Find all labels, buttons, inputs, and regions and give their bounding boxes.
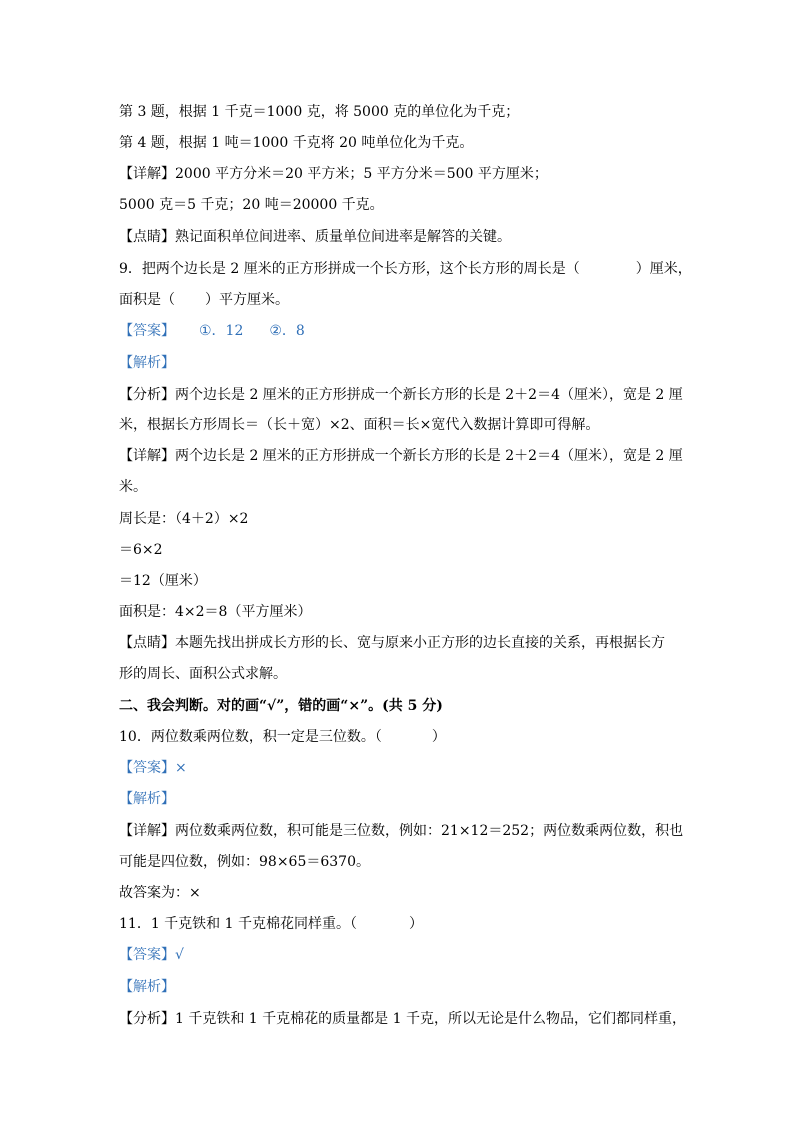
text-line: 第 4 题，根据 1 吨＝1000 千克将 20 吨单位化为千克。 — [119, 135, 474, 151]
calc-line: 周长是：（4＋2）×2 — [119, 511, 249, 527]
question-11 — [119, 915, 423, 933]
analysis-line: 【分析】1 千克铁和 1 千克棉花的质量都是 1 千克，所以无论是什么物品，它们都同样重， — [119, 1011, 686, 1027]
question-11-answer — [119, 946, 184, 964]
conclusion-line: 故答案为：× — [119, 885, 201, 901]
detail-line: 【详解】两个边长是 2 厘米的正方形拼成一个新长方形的长是 2＋2＝4（厘米），宽是 2 厘 — [119, 448, 683, 464]
answer-value-2: ②．8 — [269, 323, 305, 339]
calc-line: 面积是：4×2＝8（平方厘米） — [119, 604, 312, 620]
analysis-label: 【解析】 — [119, 355, 175, 371]
question-9-text-c: 面积是（ — [119, 292, 175, 308]
note-line: 【点睛】熟记面积单位间进率、质量单位间进率是解答的关键。 — [119, 229, 511, 245]
analysis-line: 米，根据长方形周长＝（长＋宽）×2、面积＝长×宽代入数据计算即可得解。 — [119, 417, 600, 433]
detail-line: 米。 — [119, 479, 147, 495]
answer-value-1: ①．12 — [199, 323, 244, 339]
answer-label: 【答案】 — [119, 947, 175, 963]
calc-line: ＝6×2 — [119, 542, 163, 558]
text-line: 5000 克＝5 千克；20 吨＝20000 千克。 — [119, 197, 384, 213]
analysis-label: 【解析】 — [119, 979, 175, 995]
answer-value: × — [175, 760, 187, 776]
question-9-answer — [119, 322, 305, 340]
question-11-text-b: ） — [408, 916, 423, 932]
text-line: 第 3 题，根据 1 千克＝1000 克，将 5000 克的单位化为千克； — [119, 104, 520, 120]
question-10-text-a: 10．两位数乘两位数，积一定是三位数。（ — [119, 729, 382, 745]
answer-value: √ — [175, 947, 184, 963]
answer-label: 【答案】 — [119, 323, 175, 339]
question-10-answer — [119, 759, 187, 777]
question-10 — [119, 728, 446, 746]
detail-line: 【详解】两位数乘两位数，积可能是三位数，例如：21×12＝252；两位数乘两位数，积也 — [119, 823, 684, 839]
detail-line: 【详解】2000 平方分米＝20 平方米；5 平方分米＝500 平方厘米； — [119, 166, 548, 182]
calc-line: ＝12（厘米） — [119, 573, 207, 589]
question-9-line-2 — [119, 291, 289, 309]
answer-label: 【答案】 — [119, 760, 175, 776]
question-9-line-1 — [119, 260, 692, 278]
analysis-line: 【分析】两个边长是 2 厘米的正方形拼成一个新长方形的长是 2＋2＝4（厘米），宽是 2 厘 — [119, 387, 683, 403]
section-heading: 二、我会判断。对的画“√”，错的画“×”。(共 5 分) — [119, 698, 443, 714]
question-11-text-a: 11．1 千克铁和 1 千克棉花同样重。（ — [119, 916, 357, 932]
note-line: 形的周长、面积公式求解。 — [119, 666, 287, 682]
question-10-text-b: ） — [431, 729, 446, 745]
question-9-text-a: 9．把两个边长是 2 厘米的正方形拼成一个长方形，这个长方形的周长是（ — [119, 261, 580, 277]
note-line: 【点睛】本题先找出拼成长方形的长、宽与原来小正方形的边长直接的关系，再根据长方 — [119, 635, 665, 651]
question-9-text-b: ）厘米， — [635, 261, 692, 277]
analysis-label: 【解析】 — [119, 791, 175, 807]
question-9-text-d: ）平方厘米。 — [205, 292, 289, 308]
detail-line: 可能是四位数，例如：98×65＝6370。 — [119, 854, 370, 870]
